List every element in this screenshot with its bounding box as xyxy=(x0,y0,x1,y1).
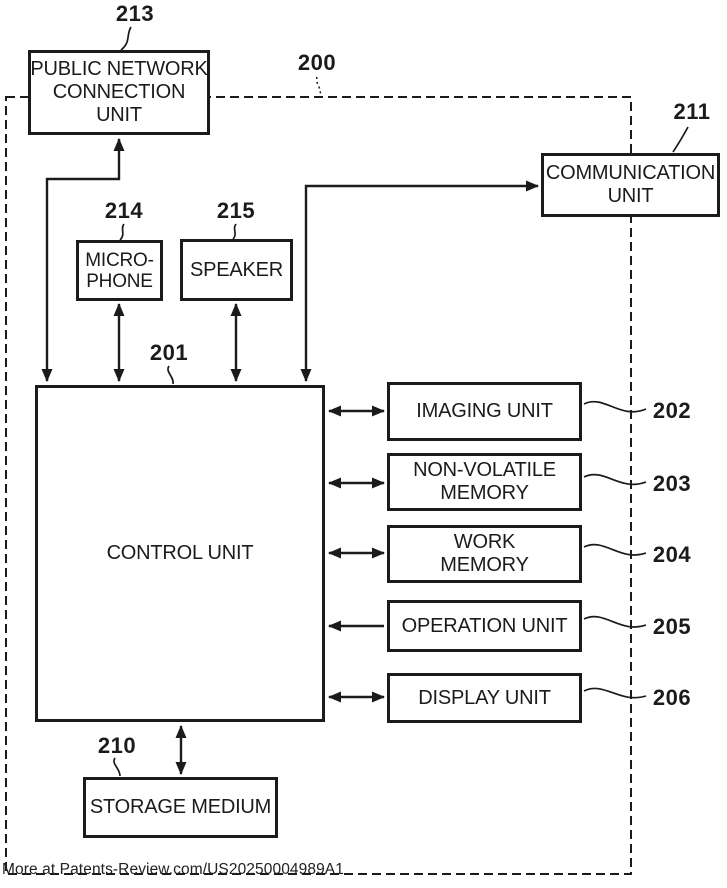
box-label-line: SPEAKER xyxy=(189,258,284,281)
leader-203 xyxy=(584,475,646,485)
box-label-line: PHONE xyxy=(86,270,153,292)
ref-206: 206 xyxy=(652,685,692,710)
ref-205: 205 xyxy=(652,614,692,639)
connector-control-communication xyxy=(306,186,538,381)
leader-211 xyxy=(673,127,688,152)
ref-200: 200 xyxy=(297,50,337,75)
ref-215: 215 xyxy=(216,198,256,223)
leader-200 xyxy=(317,77,321,95)
box-non-volatile-memory xyxy=(387,453,582,511)
box-label-line: COMMUNICATION xyxy=(545,162,716,184)
leader-201 xyxy=(168,366,173,384)
box-operation-unit xyxy=(387,600,582,652)
box-label-line: PUBLIC NETWORK xyxy=(30,58,208,80)
box-speaker xyxy=(180,239,293,301)
leader-210 xyxy=(114,758,120,776)
box-label-line: OPERATION UNIT xyxy=(401,614,568,637)
box-label-line: CONNECTION xyxy=(52,81,186,103)
box-label-line: NON-VOLATILE xyxy=(413,459,556,481)
box-label-line: WORK xyxy=(453,531,516,553)
box-label-line: IMAGING UNIT xyxy=(416,400,553,422)
box-label-line: DISPLAY UNIT xyxy=(418,686,551,709)
ref-213: 213 xyxy=(115,1,155,26)
ref-211: 211 xyxy=(673,99,711,124)
ref-203: 203 xyxy=(652,471,692,496)
box-label-line: CONTROL UNIT xyxy=(106,542,254,564)
box-public-network-connection-unit xyxy=(28,50,210,135)
ref-204: 204 xyxy=(652,542,692,567)
box-label-line: UNIT xyxy=(607,185,654,207)
box-communication-unit xyxy=(541,153,720,217)
leader-204 xyxy=(584,545,646,555)
box-label-line: UNIT xyxy=(96,104,142,126)
ref-214: 214 xyxy=(104,198,144,223)
leader-205 xyxy=(584,617,646,627)
box-storage-medium xyxy=(83,777,278,838)
ref-201: 201 xyxy=(149,340,189,365)
box-label-line: STORAGE MEDIUM xyxy=(89,796,272,818)
leader-202 xyxy=(584,402,646,412)
leader-214 xyxy=(120,224,124,240)
box-imaging-unit xyxy=(387,382,582,441)
box-microphone xyxy=(76,240,163,301)
box-control-unit xyxy=(35,385,325,722)
leader-213 xyxy=(121,27,131,50)
ref-210: 210 xyxy=(97,733,137,758)
box-work-memory xyxy=(387,525,582,583)
leader-206 xyxy=(584,688,646,697)
box-display-unit xyxy=(387,673,582,723)
box-label-line: MEMORY xyxy=(440,482,529,504)
ref-202: 202 xyxy=(652,398,692,423)
leader-215 xyxy=(233,224,236,239)
box-label-line: MEMORY xyxy=(440,554,529,576)
watermark-text: More at Patents-Review.com/US20250004989A1 xyxy=(2,861,344,878)
box-label-line: MICRO- xyxy=(85,249,154,271)
